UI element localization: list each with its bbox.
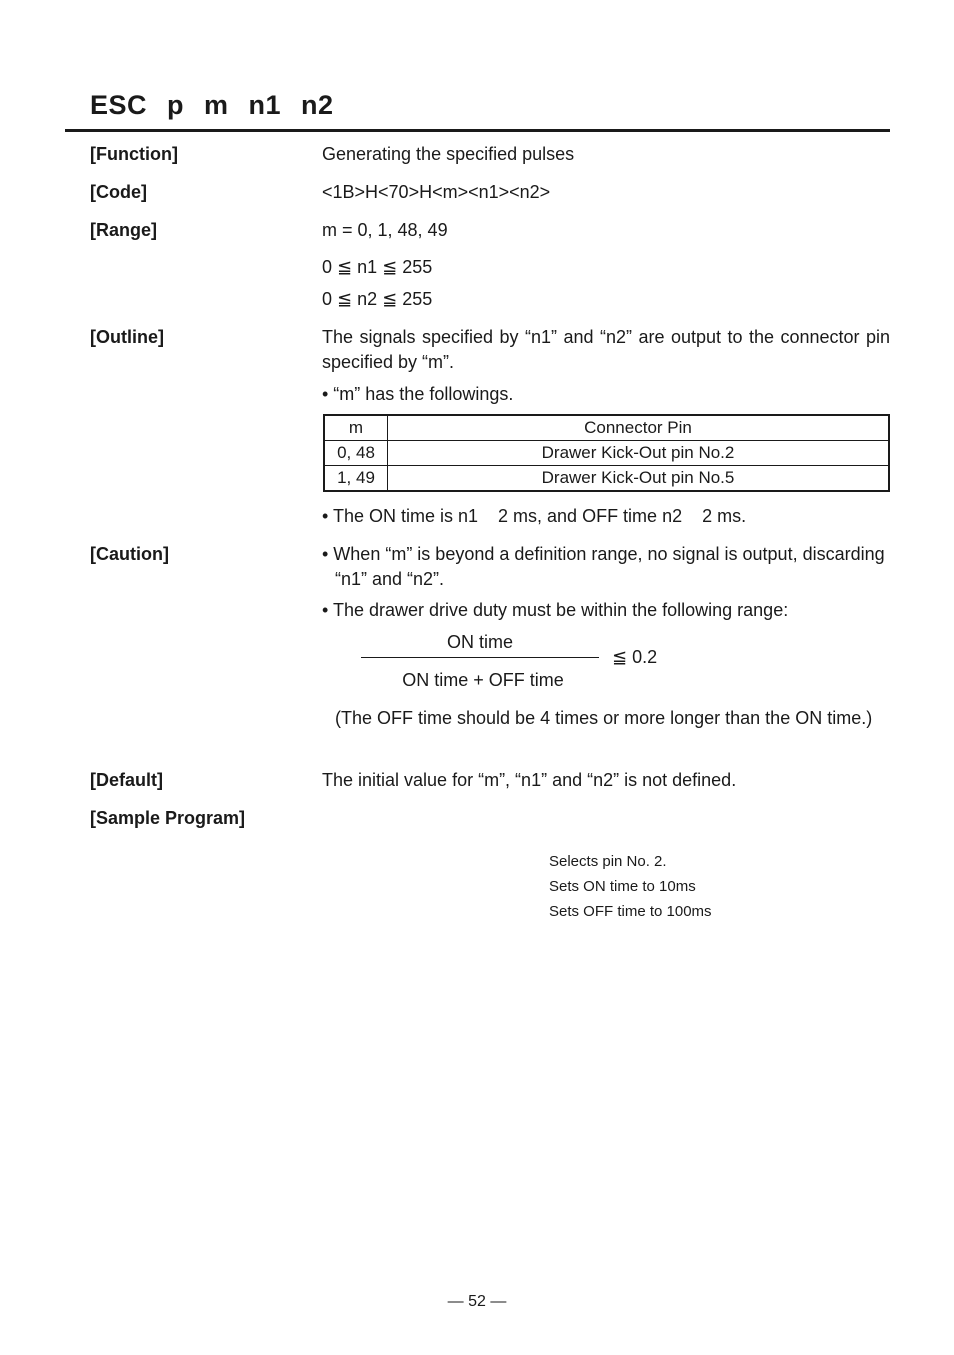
fraction-bound: ≦ 0.2	[612, 647, 658, 667]
page-title: ESC p m n1 n2	[90, 90, 334, 120]
code-text: <1B>H<70>H<m><n1><n2>	[322, 182, 551, 202]
default-text: The initial value for “m”, “n1” and “n2” is not defined.	[322, 770, 737, 790]
table-header-m: m	[324, 415, 388, 441]
caution-note: (The OFF time should be 4 times or more longer than the ON time.)	[335, 708, 873, 728]
table-header-connector-pin: Connector Pin	[388, 415, 890, 441]
table-row	[324, 466, 889, 492]
outline-paragraph: The signals specified by “n1” and “n2” are output to the connector pin specified by “m”.	[322, 327, 890, 372]
caution-bullet-range: • When “m” is beyond a definition range, no signal is output, discarding “n1” and “n2”.	[322, 544, 885, 589]
sample-comment: Sets OFF time to 100ms	[549, 903, 712, 920]
label-function: [Function]	[90, 144, 178, 164]
outline-bullet: • “m” has the followings.	[322, 384, 514, 404]
table-cell-m: 0, 48	[324, 441, 388, 466]
label-caution: [Caution]	[90, 544, 169, 564]
label-default: [Default]	[90, 770, 163, 790]
label-range: [Range]	[90, 220, 157, 240]
title-rule	[65, 129, 890, 132]
table-row	[324, 441, 889, 466]
range-n2: 0 ≦ n2 ≦ 255	[322, 289, 433, 309]
range-n1: 0 ≦ n1 ≦ 255	[322, 257, 433, 277]
function-text: Generating the specified pulses	[322, 144, 575, 164]
table-cell-m: 1, 49	[324, 466, 388, 492]
label-sample-program: [Sample Program]	[90, 808, 246, 828]
sample-comment: Sets ON time to 10ms	[549, 878, 696, 895]
label-code: [Code]	[90, 182, 147, 202]
label-outline: [Outline]	[90, 327, 164, 347]
fraction-denominator: ON time + OFF time	[402, 670, 564, 690]
table-header-row	[324, 415, 889, 441]
fraction-numerator: ON time	[446, 632, 513, 652]
fraction-bar	[361, 657, 599, 658]
table-cell-pin: Drawer Kick-Out pin No.2	[388, 441, 890, 466]
caution-bullet-duty: • The drawer drive duty must be within the following range:	[322, 600, 789, 620]
on-time-bullet: • The ON time is n1 2 ms, and OFF time n2 2 ms.	[322, 506, 747, 526]
page-number: — 52 —	[447, 1293, 507, 1310]
table-cell-pin: Drawer Kick-Out pin No.5	[388, 466, 890, 492]
sample-comment: Selects pin No. 2.	[549, 853, 667, 870]
connector-pin-table	[323, 414, 890, 492]
range-m: m = 0, 1, 48, 49	[322, 220, 448, 240]
